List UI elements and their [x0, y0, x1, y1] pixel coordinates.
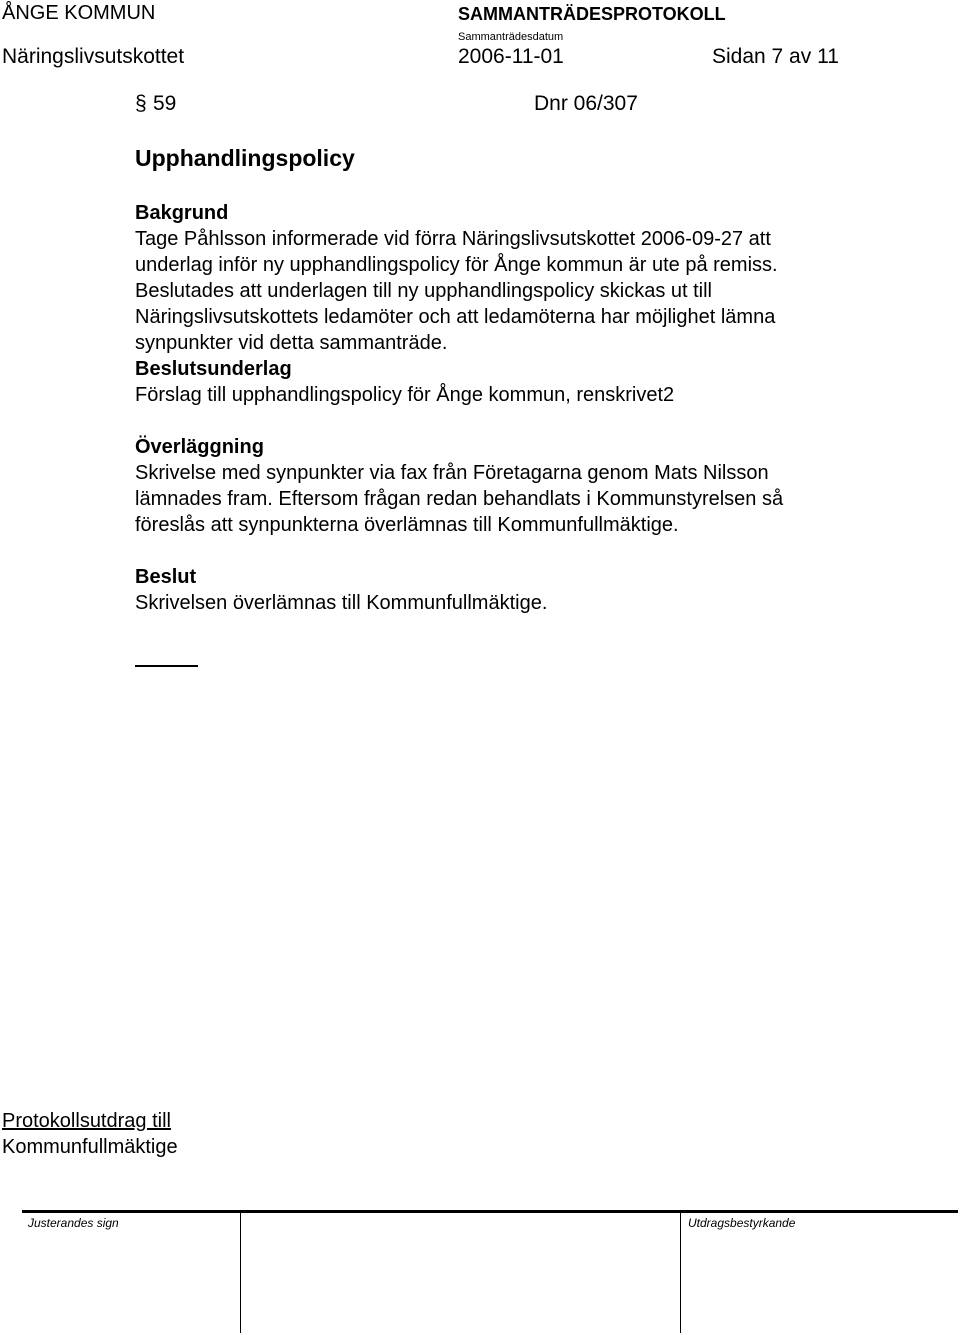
background-line: Näringslivsutskottets ledamöter och att ledamöterna har möjlighet lämna	[135, 306, 776, 328]
paragraph-number: 59	[153, 92, 177, 115]
deliberation-line: föreslås att synpunkterna överlämnas till Kommunfullmäktige.	[135, 514, 679, 536]
paragraph-title: Upphandlingspolicy	[135, 145, 355, 171]
basis-heading: Beslutsunderlag	[135, 358, 292, 380]
deliberation-line: Skrivelse med synpunkter via fax från Företagarna genom Mats Nilsson	[135, 462, 769, 484]
basis-line: Förslag till upphandlingspolicy för Ånge kommun, renskrivet2	[135, 384, 675, 406]
background-line: Tage Påhlsson informerade vid förra Näringslivsutskottet 2006-09-27 att	[135, 228, 771, 250]
spacer	[135, 408, 935, 434]
certification-label: Utdragsbestyrkande	[688, 1216, 796, 1230]
end-of-paragraph-rule	[135, 665, 198, 667]
meeting-date-label: Sammanträdesdatum	[458, 31, 564, 43]
background-line: Beslutades att underlagen till ny upphandlingspolicy skickas ut till	[135, 280, 713, 302]
spacer	[135, 538, 935, 564]
deliberation-heading: Överläggning	[135, 436, 264, 458]
decision-heading: Beslut	[135, 566, 197, 588]
document-type: SAMMANTRÄDESPROTOKOLL	[458, 4, 726, 24]
registration-number: Dnr 06/307	[534, 92, 638, 115]
signature-label: Justerandes sign	[28, 1216, 119, 1230]
committee-name: Näringslivsutskottet	[2, 45, 185, 68]
background-line: synpunkter vid detta sammanträde.	[135, 332, 448, 354]
distribution-heading: Protokollsutdrag till	[2, 1110, 171, 1132]
background-line: underlag inför ny upphandlingspolicy för Ånge kommun är ute på remiss.	[135, 254, 778, 276]
section-sign: §	[135, 92, 147, 115]
footer-rule	[22, 1210, 958, 1213]
deliberation-line: lämnades fram. Eftersom frågan redan behandlats i Kommunstyrelsen så	[135, 488, 784, 510]
footer-divider	[680, 1213, 681, 1333]
meeting-date: 2006-11-01	[458, 45, 564, 68]
background-heading: Bakgrund	[135, 202, 229, 224]
footer-divider	[240, 1213, 241, 1333]
distribution-block	[2, 1108, 178, 1160]
paragraph-content	[135, 200, 935, 616]
decision-line: Skrivelsen överlämnas till Kommunfullmäktige.	[135, 592, 548, 614]
distribution-recipient: Kommunfullmäktige	[2, 1136, 178, 1158]
page-number: Sidan 7 av 11	[712, 45, 839, 68]
organization-name: ÅNGE KOMMUN	[2, 2, 156, 24]
